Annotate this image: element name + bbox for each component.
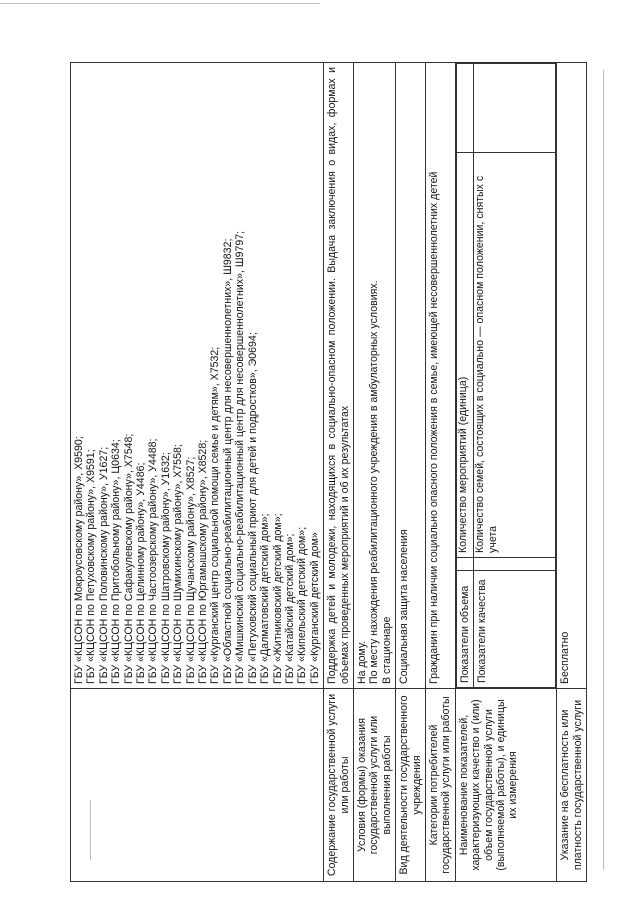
consumers-value: Гражданин при наличии социально опасного положения в семье, имеющей несовершеннолетних детей	[425, 63, 455, 689]
volume-label: Показатели объема	[456, 571, 473, 688]
provider-line: ГБУ «КЦСОН по Целинному району», У4486;	[135, 462, 148, 684]
rotated-page	[70, 62, 585, 882]
service-table	[70, 62, 587, 882]
indicators-subtable	[456, 63, 556, 688]
activity-row	[396, 63, 426, 882]
condition-line: В стационаре	[380, 616, 393, 684]
conditions-row	[353, 63, 395, 882]
spacer	[456, 558, 473, 571]
content-label: Содержание государственной услуги или работы	[324, 689, 354, 882]
provider-line: ГБУ «Далматовский детский дом»;	[259, 513, 272, 684]
volume-value: Количество мероприятий (единица)	[456, 153, 473, 558]
payment-row	[557, 63, 587, 882]
provider-line: ГБУ «КЦСОН по Мокроусовскому району», Х9590;	[73, 436, 85, 684]
providers-label-cell	[71, 689, 324, 882]
provider-line: ГБУ «КЦСОН по Шумихинскому району», Х7558;	[172, 444, 185, 684]
quality-value: Количество семей, состоящих в социально — опасном положении, снятых с учета	[474, 153, 556, 558]
quality-label: Показатели качества	[474, 571, 556, 688]
scan-edge-right	[603, 70, 604, 870]
provider-line: ГБУ «Житниковский детский дом»;	[271, 513, 284, 684]
provider-line: ГБУ «Мишкинский социально-реабилитационный центр для несовершеннолетних», Ш9797;	[234, 230, 247, 684]
provider-line: ГБУ «Кипельский детский дом»;	[296, 526, 309, 684]
provider-line: ГБУ «КЦСОН по Щучанскому району», Х8527;	[184, 456, 197, 684]
consumers-label: Категории потребителей государственной услуги или работы	[425, 689, 455, 882]
providers-cell	[71, 63, 324, 689]
spacer	[474, 64, 556, 153]
content-value: Поддержка детей и молодежи, находящихся в социально-опасном положении. Выдача заключения о видах, формах и объемах проведенных мероприятий и об их результатах	[324, 63, 354, 689]
spacer	[474, 558, 556, 571]
indicators-label: Наименование показателей, характеризующих качество и (или) объем государственной услуги (выполняемой работы), и единицы их измерения	[455, 689, 556, 882]
providers-row	[71, 63, 324, 882]
content-row	[324, 63, 354, 882]
provider-line: ГБУ «КЦСОН по Притобольному району», Ц0634;	[110, 439, 123, 684]
indicators-row	[455, 63, 556, 882]
conditions-label: Условия (формы) оказания государственной услуги или выполнения работы	[353, 689, 395, 882]
condition-line: На дому.	[355, 640, 368, 684]
provider-line: ГБУ «Курганский детский дом»	[308, 532, 321, 684]
payment-value: Бесплатно	[557, 63, 587, 689]
spacer	[456, 64, 473, 153]
provider-line: ГБУ «Курганский центр социальной помощи семье и детям», Х7532;	[209, 346, 222, 684]
activity-value: Социальная защита населения	[396, 63, 426, 689]
provider-line: ГБУ «КЦСОН по Половинскому району», У1627;	[97, 446, 110, 684]
provider-line: ГБУ «КЦСОН по Петуховскому району», Х9591;	[85, 449, 98, 684]
provider-line: ГБУ «Областной социально-реабилитационный центр для несовершеннолетних», Ш9832;	[221, 238, 234, 684]
provider-line: ГБУ «КЦСОН по Сафакулевскому району», Х7548;	[122, 433, 135, 684]
indicators-cell	[455, 63, 556, 689]
provider-line: ГБУ «КЦСОН по Юргамышскому району», Х8528;	[197, 439, 210, 684]
provider-line: ГБУ «Петуховский социальный приют для детей и подростков», Э0694;	[246, 332, 259, 684]
conditions-cell	[353, 63, 395, 689]
scan-edge-top	[0, 3, 320, 4]
provider-line: ГБУ «Катайский детский дом»;	[283, 533, 296, 684]
condition-line: По месту нахождения реабилитационного учреждения в амбулаторных условиях.	[368, 280, 381, 684]
provider-line: ГБУ «КЦСОН по Шатровскому району», У1632;	[159, 452, 172, 684]
consumers-row	[425, 63, 455, 882]
payment-label: Указание на бесплатность или платность государственной услуги	[557, 689, 587, 882]
activity-label: Вид деятельности государственного учреждения	[396, 689, 426, 882]
provider-line: ГБУ «КЦСОН по Частоозерскому району», У4488;	[147, 438, 160, 684]
